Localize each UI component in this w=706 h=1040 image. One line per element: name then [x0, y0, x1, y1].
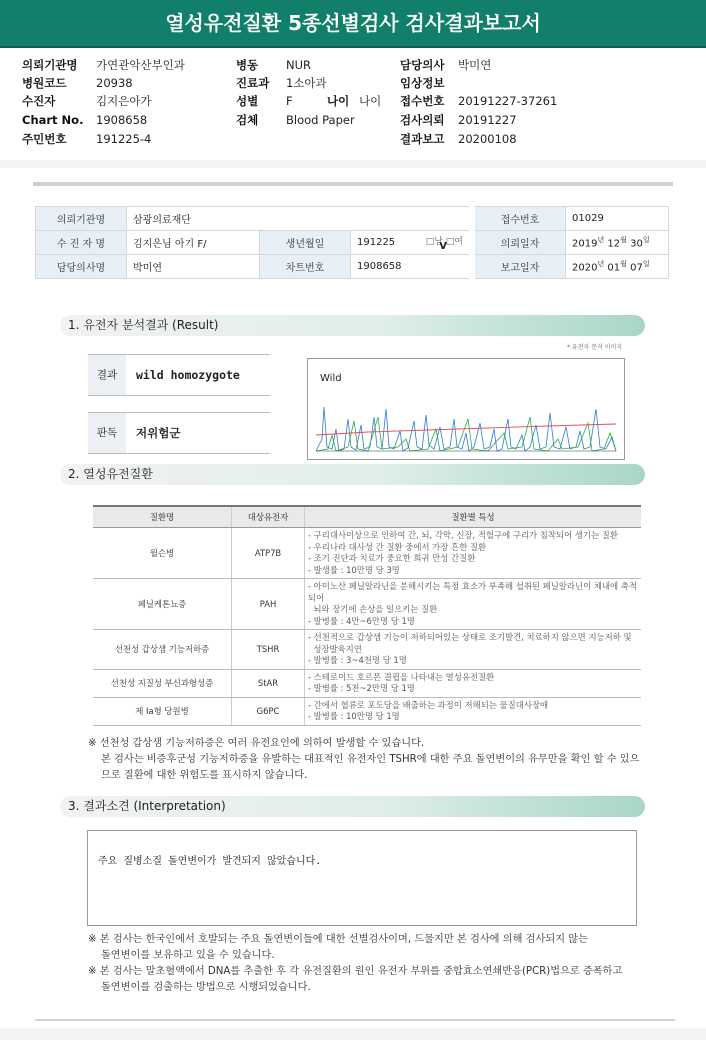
gene-name: ATP7B: [232, 528, 305, 579]
birth-value: 191225: [357, 237, 396, 248]
disease-name: 윌슨병: [93, 528, 232, 579]
result-row: [88, 354, 270, 396]
table-row: [93, 579, 641, 630]
institution-value: 삼광의료재단: [127, 207, 473, 231]
report-header-table: [35, 206, 669, 279]
receipt-value: 01029: [566, 207, 669, 231]
col-features: 질환별 특성: [305, 506, 642, 528]
report-sheet: [0, 168, 706, 1028]
info-chart-no: Chart No. 1908658: [22, 113, 148, 127]
info-ward: 병동 NUR: [236, 58, 312, 72]
receipt-label: 접수번호: [472, 207, 566, 231]
request-label: 의뢰일자: [472, 231, 566, 255]
report-title: 열성유전질환 5종선별검사 검사결과보고서: [0, 0, 706, 48]
disease-features: - 아미노산 페닐알라닌을 분해시키는 특정 효소가 부족해 섭취된 페닐알라닌이 체내에 축적되어 뇌와 장기에 손상을 일으키는 질환 - 발병률 : 4만~6만명 당 1명: [305, 579, 642, 630]
gene-name: TSHR: [232, 630, 305, 670]
judgment-row: [88, 412, 270, 454]
chart-label: 차트번호: [260, 255, 351, 279]
footer-notes: ※ 본 검사는 한국인에서 호발되는 주요 돌연변이들에 대한 선별검사이며, 드물지만 본 검사에 의해 검사되지 않는 돌연변이를 보유하고 있을 수 있습니다. ※ 본 검사는 말초혈액에서 DNA를 추출한 후 각 유전질환의 원인 유전자 부위를 중합효소연쇄반응(PCR)법으로 증폭하고 돌연변이를 검출하는 방법으로 시행되었습니다.: [88, 934, 623, 993]
result-label: 결과: [88, 355, 126, 395]
sex-check-mark: V: [439, 241, 447, 252]
divider: [35, 1019, 675, 1021]
col-disease: 질환명: [93, 506, 232, 528]
info-receipt-no: 접수번호 20191227-37261: [400, 94, 558, 108]
interpretation-box: [87, 830, 637, 926]
doctor-value: 박미연: [127, 255, 260, 279]
chart-value: 1908658: [351, 255, 473, 279]
report-date-label: 보고일자: [472, 255, 566, 279]
disease-table: [93, 505, 641, 726]
info-clinical: 임상정보: [400, 76, 445, 90]
info-rrn: 주민번호 191225-4: [22, 132, 152, 146]
disease-features: - 구리대사이상으로 인하여 간, 뇌, 각막, 신장, 적혈구에 구리가 침착되어 생기는 질환 - 우리나라 대사성 간 질환 중에서 가장 흔한 질환 - 조기 진단과 치료가 중요한 희귀 만성 간질환 - 발생률 : 10만명 당 3명: [305, 528, 642, 579]
info-department: 진료과 1소아과: [236, 76, 327, 90]
table-row: [93, 630, 641, 670]
analysis-image-note: * 유전자 분석 이미지: [567, 344, 623, 351]
patient-label: 수 진 자 명: [36, 231, 127, 255]
info-patient: 수진자 김지은아가: [22, 94, 152, 108]
info-age: 나이 나이: [327, 94, 382, 108]
interpretation-text: 주요 질병소질 돌연변이가 발견되지 않았습니다.: [98, 856, 322, 867]
judgment-label: 판독: [88, 413, 126, 453]
patient-info-panel: [0, 48, 706, 160]
disease-name: 제 Ia형 당원병: [93, 697, 232, 725]
institution-label: 의뢰기관명: [36, 207, 127, 231]
info-institution: 의뢰기관명 가연관악산부인과: [22, 58, 185, 72]
sex-checkbox: □남 □여: [425, 237, 463, 247]
disease-name: 선천성 갑상샘 기능저하증: [93, 630, 232, 670]
birth-label: 생년월일: [260, 231, 351, 255]
col-gene: 대상유전자: [232, 506, 305, 528]
table-row: [93, 528, 641, 579]
chromatogram-image: [307, 358, 625, 460]
section-interpretation-title: 3. 결과소견 (Interpretation): [60, 796, 645, 817]
info-doctor: 담당의사 박미연: [400, 58, 492, 72]
disease-features: - 간에서 혈류로 포도당을 배출하는 과정이 저해되는 물질대사장애 - 발병률 : 10만명 당 1명: [305, 697, 642, 725]
birth-cell: [351, 231, 473, 255]
report-date: $2020^년$ $01^월$ $07^일$: [566, 255, 669, 279]
disease-features: - 선천적으로 갑상샘 기능이 저하되어있는 상태로 조기발견, 치료하지 않으면 지능저하 및 성장발육지연 - 발병률 : 3~4천명 당 1명: [305, 630, 642, 670]
request-date: $2019^년$ $12^월$ $30^일$: [566, 231, 669, 255]
patient-value: 김지은님 아기 F/: [127, 231, 260, 255]
section-disease-title: 2. 열성유전질환: [60, 464, 645, 485]
table-row: [93, 669, 641, 697]
result-value: wild homozygote: [136, 368, 240, 382]
divider: [33, 182, 673, 186]
info-specimen: 검체 Blood Paper: [236, 113, 355, 127]
gene-name: StAR: [232, 669, 305, 697]
table-row: [93, 697, 641, 725]
chromatogram-trace: [308, 359, 624, 459]
info-report-date: 결과보고 20200108: [400, 132, 517, 146]
info-request-date: 검사의뢰 20191227: [400, 113, 517, 127]
section-result-title: 1. 유전자 분석결과 (Result): [60, 315, 645, 336]
disease-name: 선천성 지질성 부신과형성증: [93, 669, 232, 697]
gene-name: G6PC: [232, 697, 305, 725]
info-hospital-code: 병원코드 20938: [22, 76, 133, 90]
disease-name: 페닐케톤뇨증: [93, 579, 232, 630]
tshr-note: ※ 선천성 갑상샘 기능저하증은 여러 유전요인에 의하여 발생할 수 있습니다. 본 검사는 비증후군성 기능저하증을 유발하는 대표적인 유전자인 TSHR에 대한 주요 돌연변이의 유무만을 확인 할 수 있으 므로 질환에 대한 위험도를 표시하지 않습니다.: [88, 738, 640, 781]
judgment-value: 저위험군: [136, 426, 181, 440]
info-sex: 성별 F: [236, 94, 293, 108]
gene-name: PAH: [232, 579, 305, 630]
doctor-label: 담당의사명: [36, 255, 127, 279]
chromatogram-label: Wild: [320, 373, 342, 384]
disease-features: - 스테로이드 호르몬 결핍을 나타내는 열성유전질환 - 발병률 : 5천~2만명 당 1명: [305, 669, 642, 697]
